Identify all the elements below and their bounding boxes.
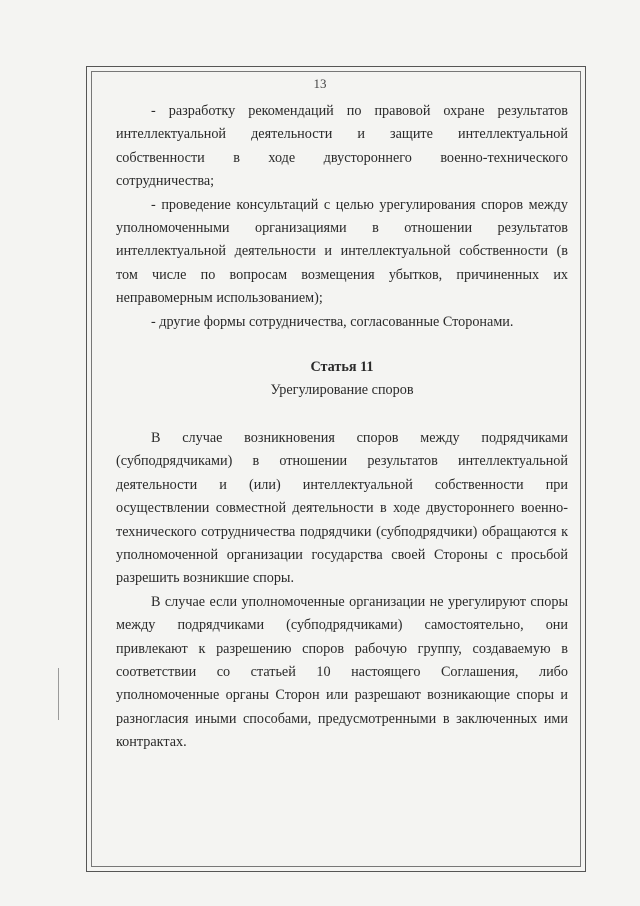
article-title: Статья 11 [310,359,374,376]
list-item-recommendations: - разработку рекомендаций по правовой охране результатов интеллектуальной деятельности и защите интеллектуальной собственности в ходе двустороннего военно-технического сотрудничества; [116,103,568,190]
paragraph-disputes-contractors: В случае возникновения споров между подрядчиками (субподрядчиками) в отношении результатов интеллектуальной деятельности и (или) интеллектуальной собственности при осуществлении совместной деятельности в ходе двустороннего военно-технического сотрудничества подрядчики (субподрядчики) обращаются к уполномоченной организации государства своей Стороны с просьбой разрешить возникшие споры. [116,429,568,587]
list-item-other-forms: - другие формы сотрудничества, согласованные Сторонами. [151,313,514,330]
page-number: 13 [313,76,327,91]
paragraph-disputes-unresolved: В случае если уполномоченные организации не урегулируют споры между подрядчиками (субподрядчиками) самостоятельно, они привлекают к разрешению споров рабочую группу, создаваемую в соответствии со статьей 10 настоящего Соглашения, либо уполномоченные органы Сторон или разрешают возникающие споры и разногласия иными способами, предусмотренными в заключенных ими контрактах. [116,593,568,751]
article-subtitle: Урегулирование споров [270,382,414,399]
list-item-consultations: - проведение консультаций с целью урегулирования споров между уполномоченными организациями в отношении результатов интеллектуальной деятельности и интеллектуальной собственности (в том числе по вопросам возмещения убытков, причиненных их неправомерным использованием); [116,196,568,307]
document-body [116,100,568,755]
margin-mark [58,668,59,720]
